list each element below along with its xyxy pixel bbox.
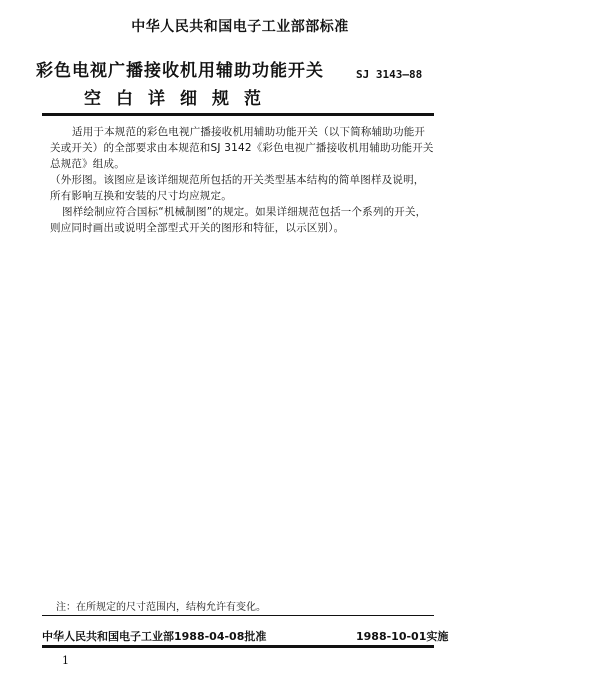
document-title-line1: 彩色电视广播接收机用辅助功能开关: [36, 61, 324, 81]
header-divider: [42, 113, 434, 116]
implementation-date: 1988-10-01实施: [356, 630, 449, 643]
body-paragraph-outline: （外形图。该图应是该详细规范所包括的开关类型基本结构的简单图样及说明，所有影响互换和安装的尺寸均应规定。: [50, 174, 425, 202]
document-title-line2: 空白详细规范: [84, 89, 276, 109]
body-paragraph-scope: 适用于本规范的彩色电视广播接收机用辅助功能开关（以下简称辅助功能开关或开关）的全部要求由本规范和SJ 3142《彩色电视广播接收机用辅助功能开关总规范》组成。: [50, 126, 434, 170]
footnote-divider: [42, 615, 434, 616]
body-paragraph-drawing: 图样绘制应符合国标“机械制图”的规定。如果详细规范包括一个系列的开关，则应同时画出或说明全部型式开关的图形和特征，以示区别）。: [50, 206, 427, 234]
footer-divider: [42, 645, 434, 648]
footnote: 注：在所规定的尺寸范围内，结构允许有变化。: [56, 602, 266, 613]
standard-header: 中华人民共和国电子工业部部标准: [131, 19, 349, 35]
page-number: 1: [62, 654, 69, 667]
standard-code: SJ 3143—88: [356, 68, 423, 81]
approval-line: 中华人民共和国电子工业部1988-04-08批准: [42, 630, 267, 643]
